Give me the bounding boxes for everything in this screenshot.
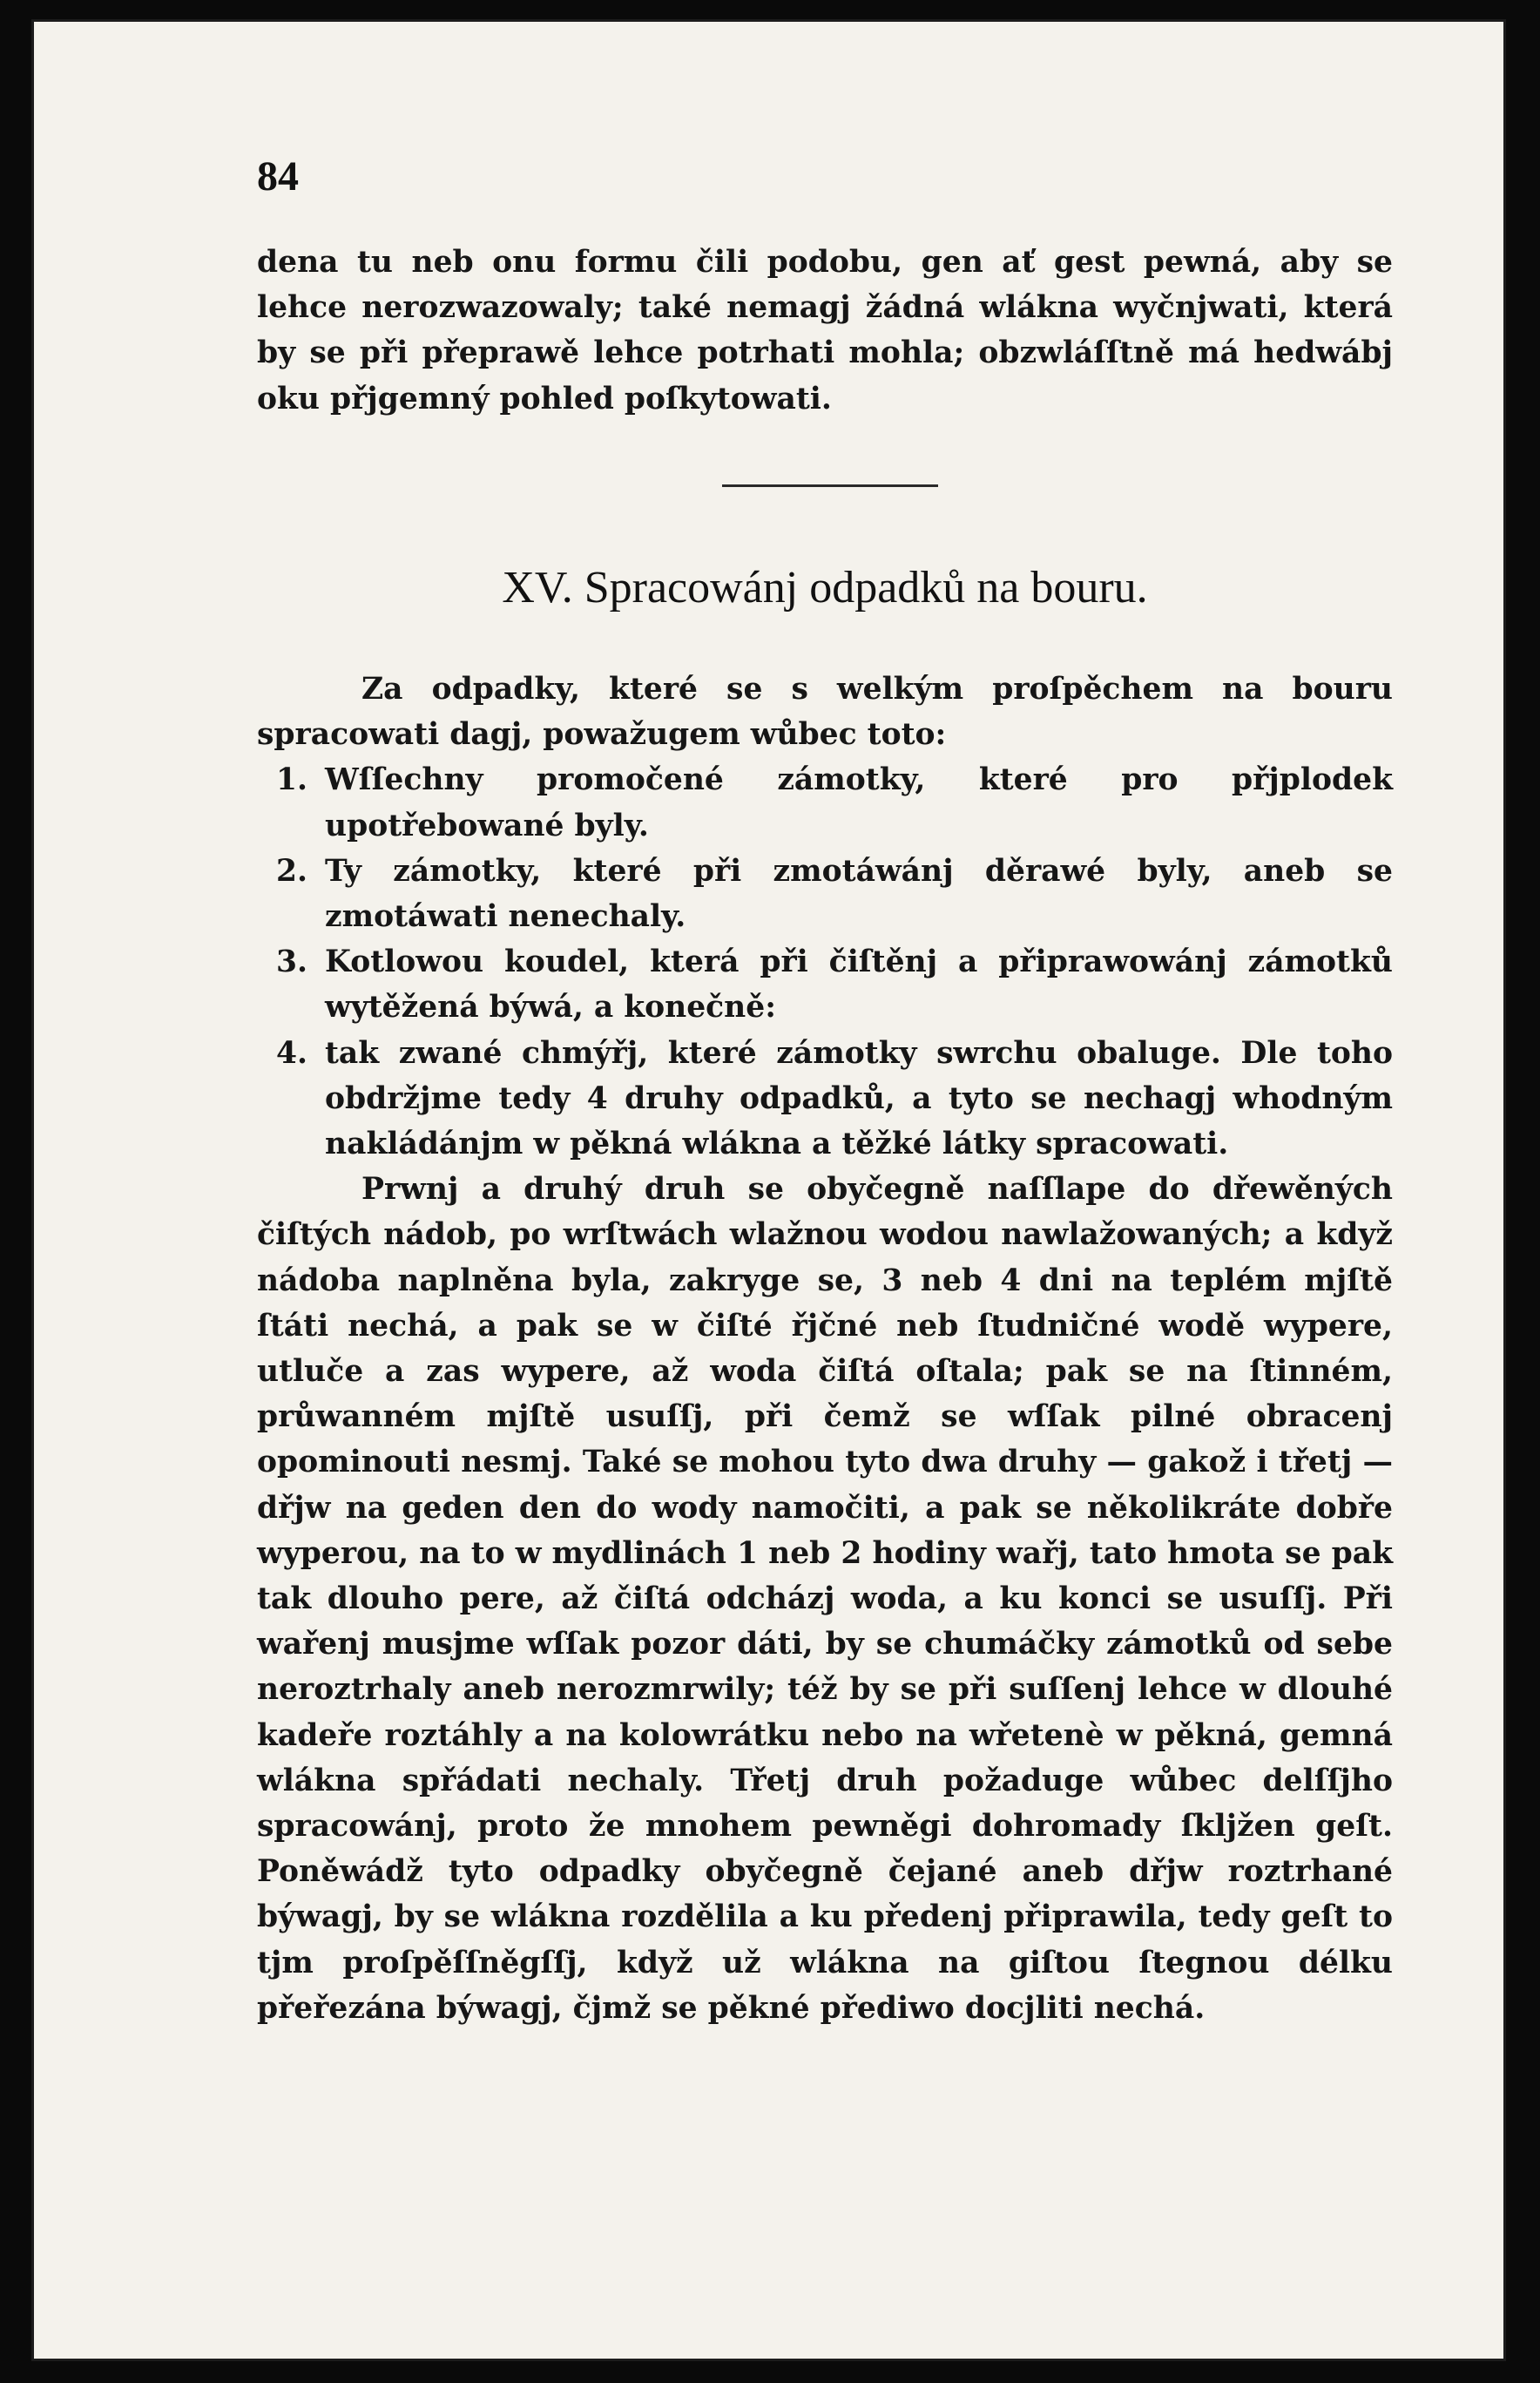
intro-paragraph: Za odpadky, které se s welkým proſpěchem na bouru spracowati dagj, powažugem wůbec toto: bbox=[257, 672, 1393, 753]
list-item-text: Ty zámotky, které při zmotáwánj děrawé byly, aneb se zmotáwati nenechaly. bbox=[325, 853, 1393, 935]
list-item-number: 2. bbox=[275, 853, 307, 889]
page-number: 84 bbox=[257, 153, 299, 200]
list-item bbox=[257, 1031, 1393, 1168]
list-item-text: Kotlowou koudel, která při čiſtěnj a připrawowánj zámotků wytěžená býwá, a konečně: bbox=[325, 944, 1393, 1026]
list-item-text: Wſſechny promočené zámotky, které pro přjplodek upotřebowané byly. bbox=[325, 762, 1393, 843]
paragraph-text: dena tu neb onu formu čili podobu, gen ať gest pewná, aby se lehce nerozwazowaly; také nemagj žádná wlákna wyčnjwati, která by se při přeprawě lehce potrhati mohla; obzwláſſtně má hedwábj oku přjgemný pohled poſkytowati. bbox=[257, 245, 1393, 416]
list-item-text: tak zwané chmýřj, které zámotky swrchu obaluge. Dle toho obdržjme tedy 4 druhy odpadků, a tyto se nechagj whodným nakládánjm w pěkná wlákna a těžké látky spracowati. bbox=[325, 1035, 1393, 1162]
list-item bbox=[257, 849, 1393, 939]
section-divider bbox=[722, 484, 938, 487]
section-heading: XV. Spracowánj odpadků na bouru. bbox=[502, 563, 1148, 613]
section-body bbox=[257, 667, 1393, 2031]
continued-paragraph bbox=[257, 240, 1393, 422]
list-item-number: 1. bbox=[275, 762, 307, 798]
list-item bbox=[257, 939, 1393, 1030]
main-paragraph: Prwnj a druhý druh se obyčegně naſſlape do dřewěných čiſtých nádob, po wrſtwách wlažnou wodou nawlažowaných; a když nádoba naplněna byla, zakryge se, 3 neb 4 dni na teplém mjſtě ſtáti nechá, a pak se w čiſté řjčné neb ſtudničné wodě wypere, utluče a zas wypere, až woda čiſtá oſtala; pak se na ſtinném, průwanném mjſtě usuſſj, při čemž se wſſak pilné obracenj opominouti nesmj. Také se mohou tyto dwa druhy — gakož i třetj — dřjw na geden den do wody namočiti, a pak se několikráte dobře wyperou, na to w mydlinách 1 neb 2 hodiny wařj, tato hmota se pak tak dlouho pere, až čiſtá odcházj woda, a ku konci se usuſſj. Při wařenj musjme wſſak pozor dáti, by se chumáčky zámotků od sebe neroztrhaly aneb nerozmrwily; též by se při suſſenj lehce w dlouhé kadeře roztáhly a na kolowrátku nebo na wřetenè w pěkná, gemná wlákna spřádati nechaly. Třetj druh požaduge wůbec delſſjho spracowánj, proto že mnohem pewněgi dohromady ſkljžen geſt. Poněwádž tyto odpadky obyčegně čejané aneb dřjw roztrhané býwagj, by se wlákna rozdělila a ku předenj připrawila, tedy geſt to tjm proſpěſſněgſſj, když už wlákna na giſtou ſtegnou délku přeřezána býwagj, čjmž se pěkné přediwo docjliti nechá. bbox=[257, 1172, 1393, 2026]
list-item-number: 3. bbox=[275, 944, 307, 980]
list-item-number: 4. bbox=[275, 1035, 307, 1071]
book-page bbox=[31, 19, 1506, 2361]
list-item bbox=[257, 757, 1393, 848]
waste-types-list bbox=[257, 757, 1393, 1167]
